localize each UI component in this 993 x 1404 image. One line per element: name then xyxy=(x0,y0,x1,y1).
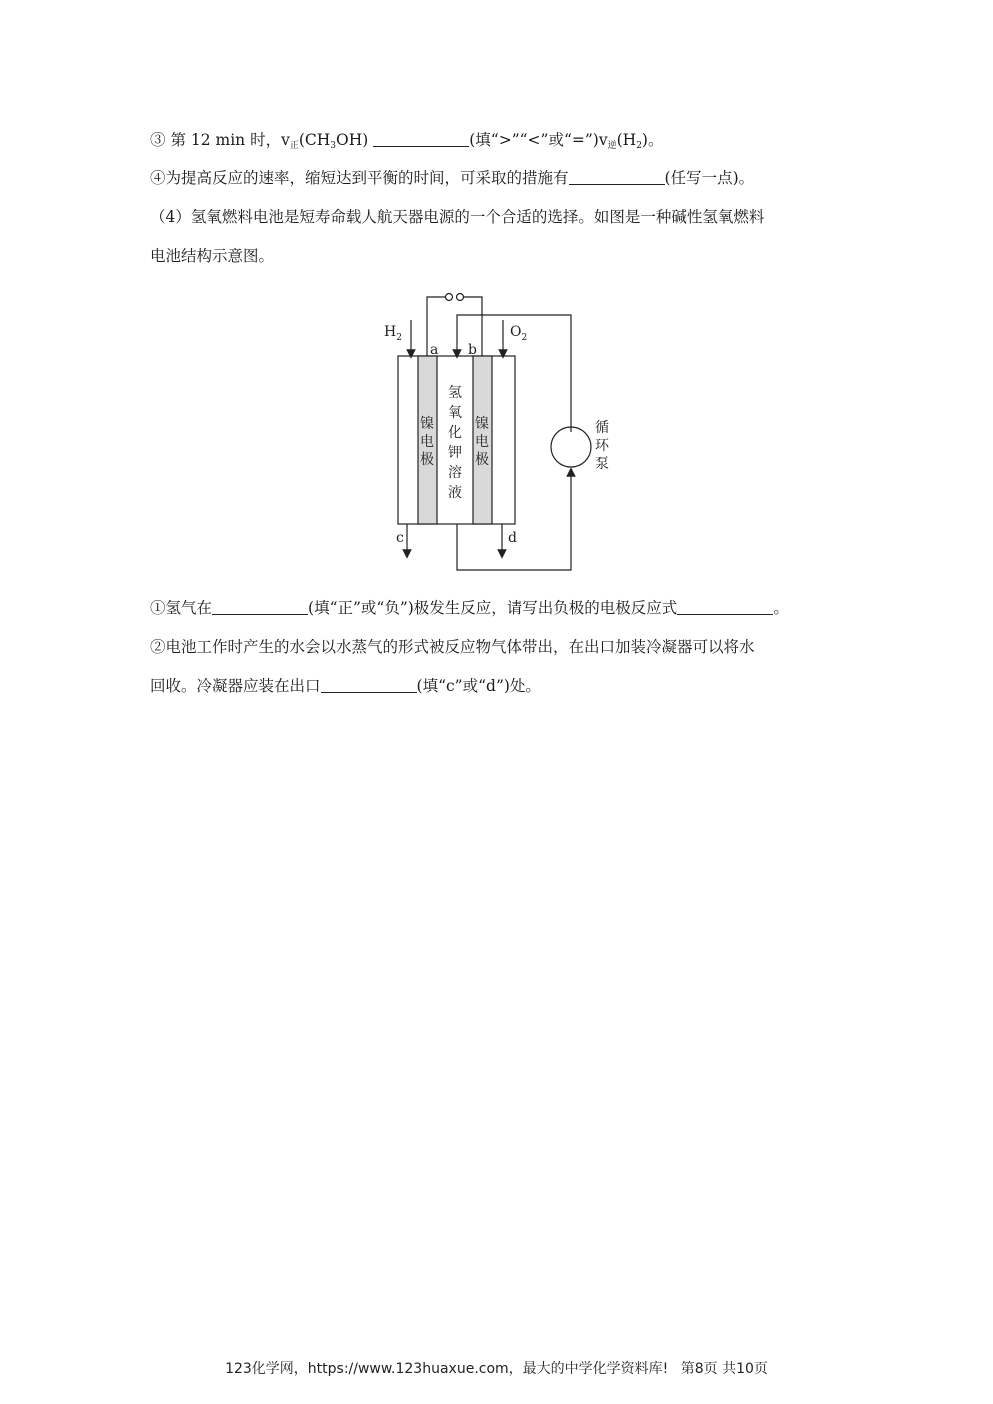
circulation-pump xyxy=(551,427,591,467)
right-electrode-char: 极 xyxy=(475,452,489,468)
text: (填“正”或“负”)极发生反应，请写出负极的电极反应式 xyxy=(308,599,678,617)
answer-blank[interactable] xyxy=(321,678,417,693)
o2-label: $O_2$ xyxy=(510,324,528,343)
text: 第 12 min 时，v xyxy=(165,131,290,149)
answer-blank[interactable] xyxy=(373,132,469,147)
answer-blank[interactable] xyxy=(677,600,773,615)
answer-blank[interactable] xyxy=(569,170,665,185)
footer-page-number: 第8页 共10页 xyxy=(680,1361,768,1377)
label-d: d xyxy=(508,530,517,546)
sub-question-2-line-1: ②电池工作时产生的水会以水蒸气的形式被反应物气体带出，在出口加装冷凝器可以将水 xyxy=(150,638,755,656)
sub-question-2-line-2 xyxy=(150,676,541,696)
text: OH) xyxy=(336,131,374,149)
subscript: 正 xyxy=(289,141,299,151)
left-electrode-char: 极 xyxy=(420,452,434,468)
label-c: c xyxy=(396,530,404,546)
right-electrode-char: 电 xyxy=(475,434,489,450)
pump-char: 环 xyxy=(595,438,609,454)
subscript: 2 xyxy=(636,141,642,151)
question-4-line xyxy=(150,168,754,188)
left-electrode-char: 镍 xyxy=(420,416,434,432)
solution-char: 氢 xyxy=(448,385,462,401)
section-4-line-1: （4）氢氧燃料电池是短寿命载人航天器电源的一个合适的选择。如图是一种碱性氢氧燃料 xyxy=(150,208,765,226)
circled-number: ③ xyxy=(150,131,166,149)
solution-char: 钾 xyxy=(448,445,462,461)
h2-label: $H_2$ xyxy=(384,324,402,343)
label-b: b xyxy=(468,342,477,358)
answer-blank[interactable] xyxy=(212,600,308,615)
label-a: a xyxy=(430,342,439,358)
text: (任写一点)。 xyxy=(664,169,755,187)
section-4-line-2: 电池结构示意图。 xyxy=(150,247,275,265)
subscript: 逆 xyxy=(607,141,617,151)
page-footer xyxy=(0,1358,993,1378)
text: 回收。冷凝器应装在出口 xyxy=(150,677,321,695)
terminal xyxy=(446,294,453,301)
pump-char: 泵 xyxy=(595,456,609,472)
solution-char: 化 xyxy=(448,425,462,441)
solution-char: 液 xyxy=(448,485,462,501)
text: ④为提高反应的速率，缩短达到平衡的时间，可采取的措施有 xyxy=(150,169,569,187)
fuel-cell-diagram xyxy=(380,292,640,582)
text: (填“>”“<”或“=”)v xyxy=(469,131,608,149)
text: 。 xyxy=(773,599,789,617)
left-electrode-char: 电 xyxy=(420,434,434,450)
pump-char: 循 xyxy=(595,420,609,436)
sub-question-1 xyxy=(150,598,789,618)
footer-site: 123化学网，https://www.123huaxue.com，最大的中学化学资料库! xyxy=(225,1361,669,1377)
question-3-line xyxy=(150,130,663,156)
solution-char: 氧 xyxy=(448,405,462,421)
text: (填“c”或“d”)处。 xyxy=(416,677,541,695)
right-electrode-char: 镍 xyxy=(475,416,489,432)
terminal xyxy=(457,294,464,301)
text: )。 xyxy=(641,131,664,149)
text: (H xyxy=(616,131,637,149)
text: (CH xyxy=(298,131,331,149)
solution-char: 溶 xyxy=(448,465,462,481)
text: ①氢气在 xyxy=(150,599,213,617)
subscript: 3 xyxy=(330,141,337,151)
